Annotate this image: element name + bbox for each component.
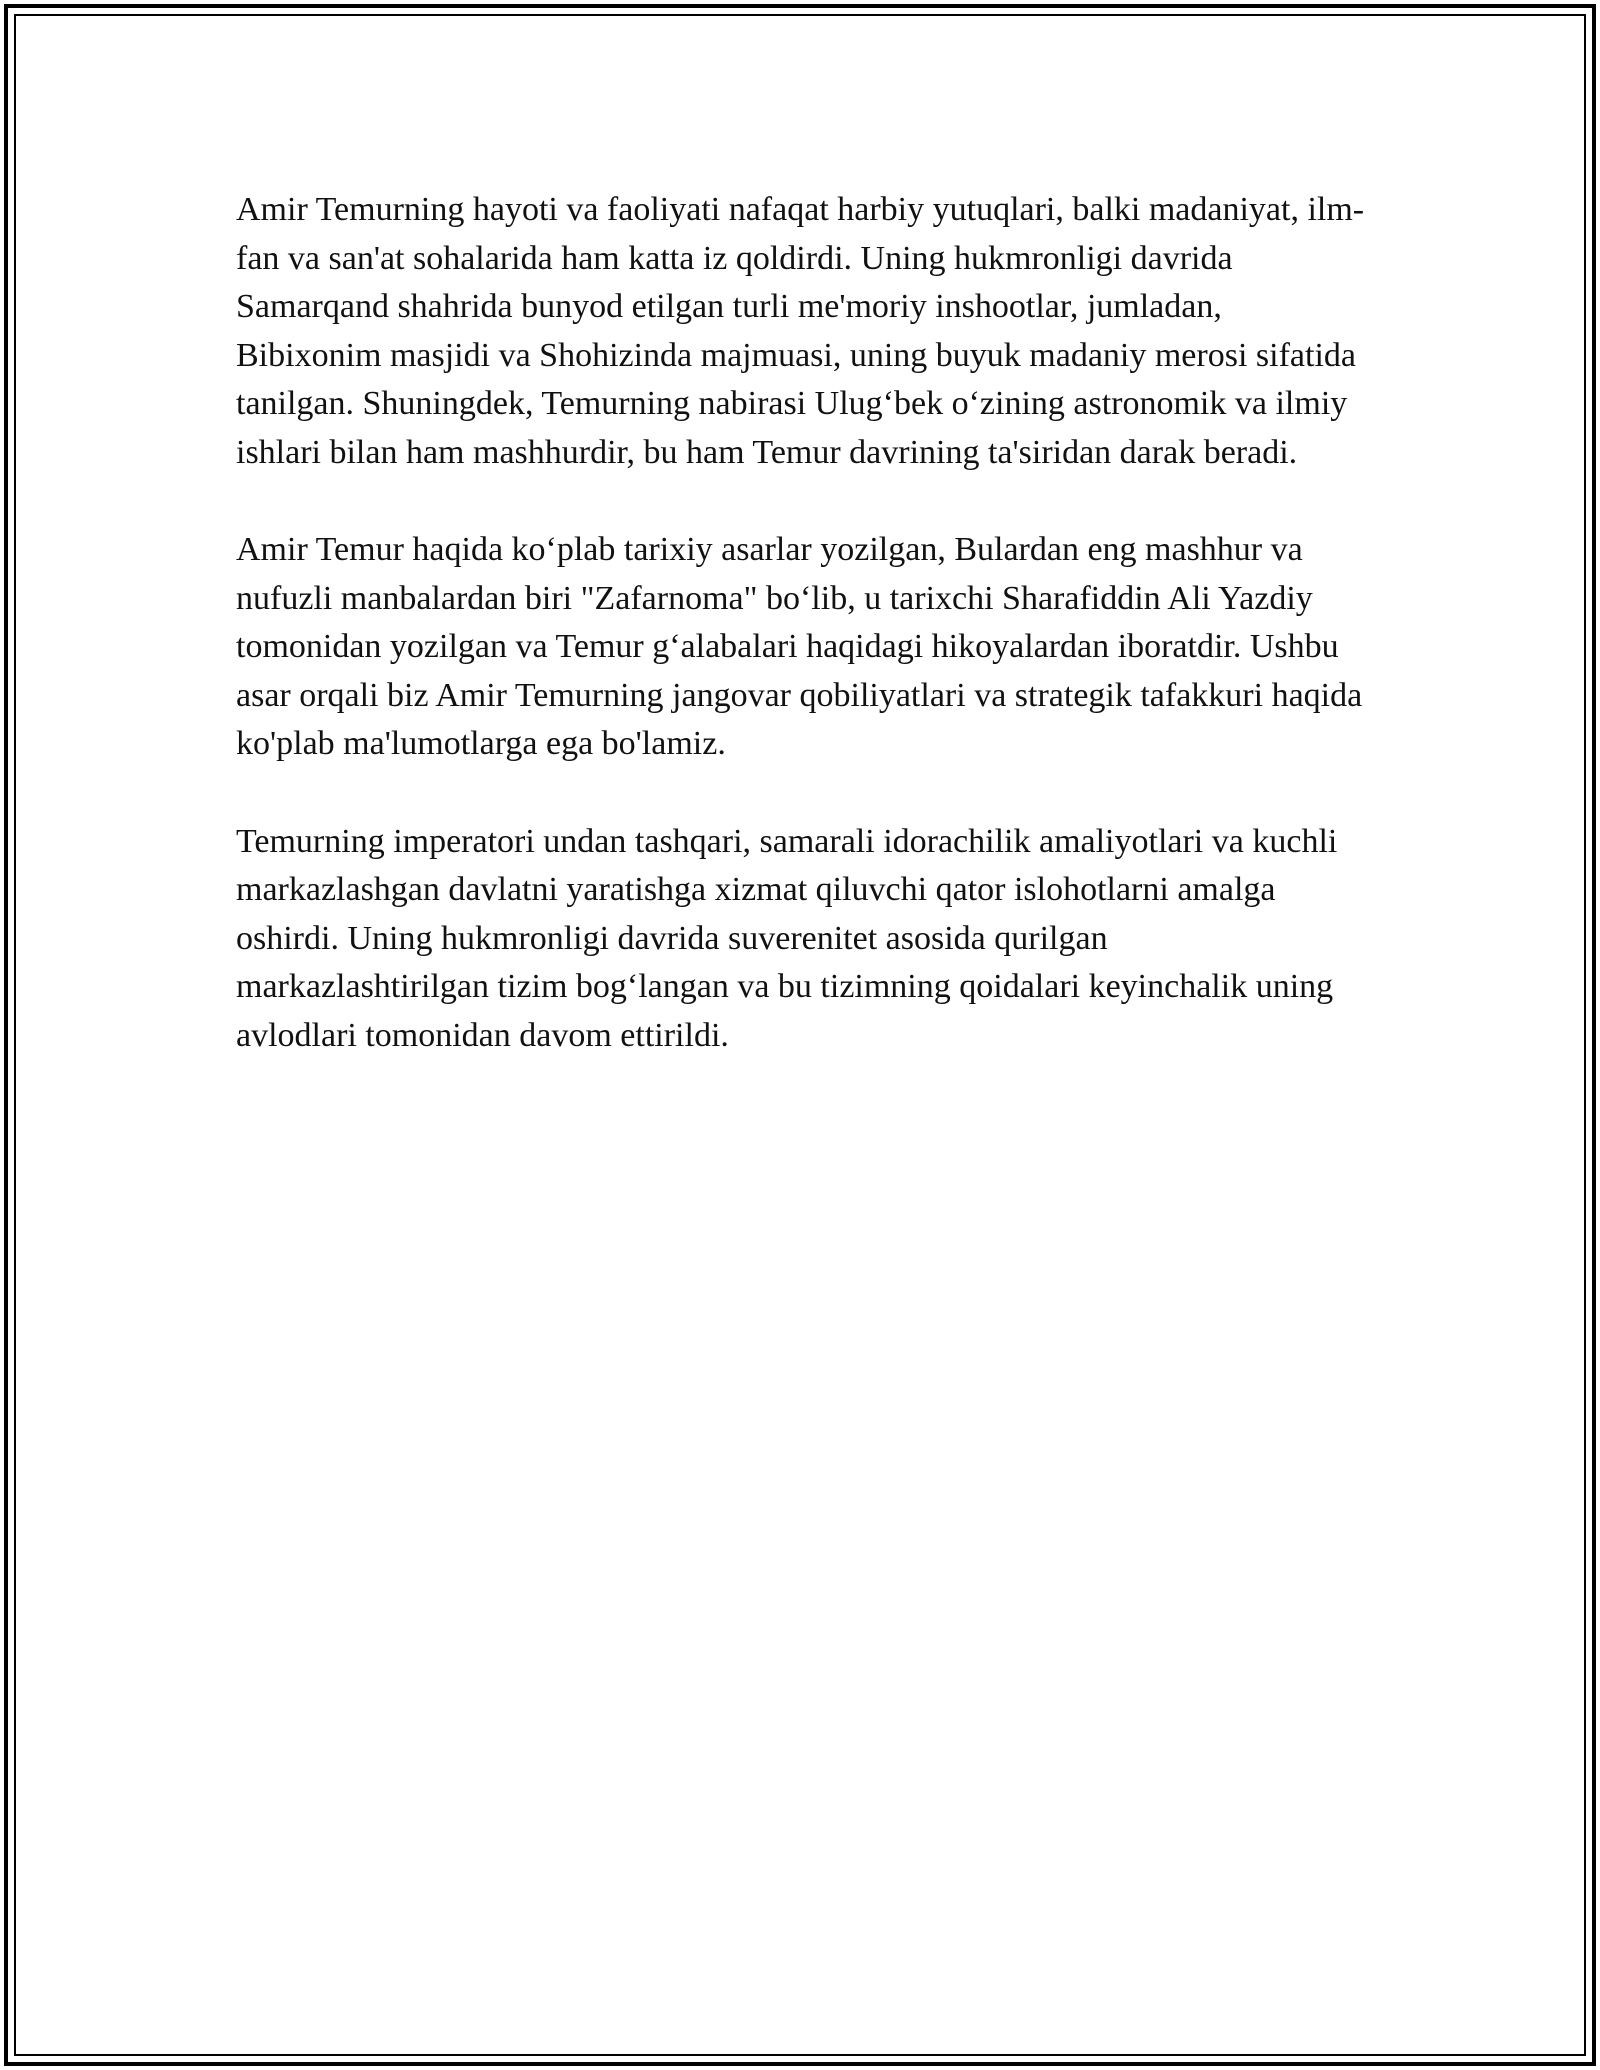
document-body: [236, 186, 1366, 1109]
paragraph-2: Amir Temur haqida ko‘plab tarixiy asarlar yozilgan, Bulardan eng mashhur va nufuzli manbalardan biri "Zafarnoma" bo‘lib, u tarixchi Sharafiddin Ali Yazdiy tomonidan yozilgan va Temur g‘alabalari haqidagi hikoyalardan iboratdir. Ushbu asar orqali biz Amir Temurning jangovar qobiliyatlari va strategik tafakkuri haqida ko'plab ma'lumotlarga ega bo'lamiz.: [236, 531, 1363, 762]
paragraph-3: Temurning imperatori undan tashqari, samarali idorachilik amaliyotlari va kuchli markazlashgan davlatni yaratishga xizmat qiluvchi qator islohotlarni amalga oshirdi. Uning hukmronligi davrida suverenitet asosida qurilgan markazlashtirilgan tizim bog‘langan va bu tizimning qoidalari keyinchalik uning avlodlari tomonidan davom ettirildi.: [236, 822, 1338, 1054]
paragraph-1: Amir Temurning hayoti va faoliyati nafaqat harbiy yutuqlari, balki madaniyat, ilm-fan va san'at sohalarida ham katta iz qoldirdi. Uning hukmronligi davrida Samarqand shahrida bunyod etilgan turli me'moriy inshootlar, jumladan, Bibixonim masjidi va Shohizinda majmuasi, uning buyuk madaniy merosi sifatida tanilgan. Shuningdek, Temurning nabirasi Ulug‘bek o‘zining astronomik va ilmiy ishlari bilan ham mashhurdir, bu ham Temur davrining ta'siridan darak beradi.: [236, 191, 1365, 471]
